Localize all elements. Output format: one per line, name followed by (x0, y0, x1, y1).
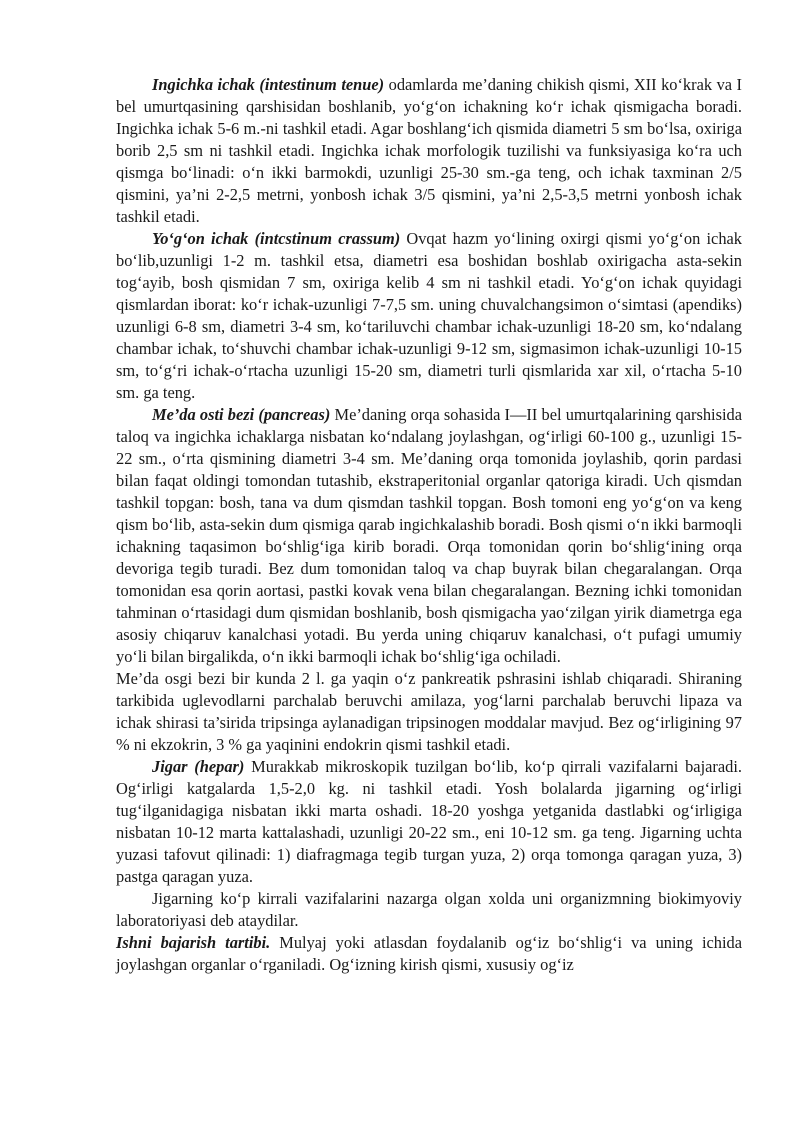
paragraph-pancreatic-juice (116, 668, 742, 756)
paragraph-large-intestine (116, 228, 742, 404)
term-liver: Jigar (hepar) (152, 757, 245, 776)
paragraph-text: Murakkab mikroskopik tuzilgan bo‘lib, ko‘p qirrali vazifalarni bajaradi. Og‘irligi katgalarda 1,5-2,0 kg. ni tashkil etadi. Yosh bolalarda jigarning og‘irligi tug‘ilganidagiga nisbatan ikki marta oshadi. 18-20 yoshga yetganida dastlabki og‘irligiga nisbatan 10-12 marta kattalashadi, uzunligi 20-22 sm., eni 10-12 sm. ga teng. Jigarning uchta yuzasi tafovut qilinadi: 1) diafragmaga tegib turgan yuza, 2) orqa tomonga qaragan yuza, 3) pastga qaragan yuza. (116, 757, 742, 886)
paragraph-text: Jigarning ko‘p kirrali vazifalarini nazarga olgan xolda uni organizmning biokimyoviy laboratoriyasi deb ataydilar. (116, 889, 742, 930)
paragraph-work-procedure (116, 932, 742, 976)
document-page (116, 74, 742, 976)
paragraph-text: Me’da osgi bezi bir kunda 2 l. ga yaqin o‘z pankreatik pshrasini ishlab chiqaradi. Shiraning tarkibida uglevodlarni parchalab beruvchi amilaza, yog‘larni parchalab beruvchi lipaza va ichak shirasi ta’sirida tripsinga aylanadigan tripsinogen moddalar mavjud. Bez og‘irligining 97 % ni ekzokrin, 3 % ga yaqinini endokrin qismi tashkil etadi. (116, 669, 742, 754)
paragraph-pancreas (116, 404, 742, 668)
paragraph-small-intestine (116, 74, 742, 228)
term-small-intestine: Ingichka ichak (intestinum tenue) (152, 75, 385, 94)
term-work-procedure: Ishni bajarish tartibi. (116, 933, 271, 952)
paragraph-text: Mulyaj yoki atlasdan foydalanib og‘iz bo‘shlig‘i va uning ichida joylashgan organlar o‘rganiladi. Og‘izning kirish qismi, xususiy og‘iz (116, 933, 743, 974)
paragraph-liver (116, 756, 742, 888)
paragraph-text: Ovqat hazm yo‘lining oxirgi qismi yo‘g‘on ichak bo‘lib,uzunligi 1-2 m. tashkil etsa, diametri esa boshidan boshlab oxirigacha asta-sekin tog‘ayib, bosh qismidan 7 sm, oxiriga kelib 4 sm ni tashkil etadi. Yo‘g‘on ichak quyidagi qismlardan iborat: ko‘r ichak-uzunligi 7-7,5 sm. uning chuvalchangsimon o‘simtasi (apendiks) uzunligi 6-8 sm, diametri 3-4 sm, ko‘tariluvchi chambar ichak-uzunligi 18-20 sm, ko‘ndalang chambar ichak, to‘shuvchi chambar ichak-uzunligi 9-12 sm, sigmasimon ichak-uzunligi 10-15 sm, to‘g‘ri ichak-o‘rtacha uzunligi 15-20 sm, diametri turli qismlarida xar xil, o‘rtacha 5-10 sm. ga teng. (116, 229, 742, 402)
paragraph-text: odamlarda me’daning chikish qismi, XII ko‘krak va I bel umurtqasining qarshisidan boshlanib, yo‘g‘on ichakning ko‘r ichak qismigacha boradi. Ingichka ichak 5-6 m.-ni tashkil etadi. Agar boshlang‘ich qismida diametri 5 sm bo‘lsa, oxiriga borib 2,5 sm ni tashkil etadi. Ingichka ichak morfologik tuzilishi va funksiyasiga ko‘ra uch qismga bo‘linadi: o‘n ikki barmokdi, uzunligi 25-30 sm.-ga teng, och ichak taxminan 2/5 qismini, ya’ni 2-2,5 metrni, yonbosh ichak 3/5 qismini, ya’ni 2,5-3,5 metrni yonbosh ichak tashkil etadi. (116, 75, 743, 226)
paragraph-text: Me’daning orqa sohasida I—II bel umurtqalarining qarshisida taloq va ingichka ichaklarga nisbatan ko‘ndalang joylashgan, og‘irligi 60-100 g., uzunligi 15-22 sm., o‘rta qismining diametri 3-4 sm. Me’daning orqa tomonida joylashib, qorin pardasi bilan faqat oldingi tomondan tutashib, ekstraperitonial organlar qatoriga kiradi. Uch qismdan tashkil topgan: bosh, tana va dum qismdan tashkil topgan. Bosh tomoni eng yo‘g‘on va keng qism bo‘lib, asta-sekin dum qismiga qarab ingichkalashib boradi. Bosh qismi o‘n ikki barmoqli ichakning taqasimon bo‘shlig‘iga kirib boradi. Orqa tomonidan qorin bo‘shlig‘ining orqa devoriga tegib turadi. Bez dum tomonidan taloq va chap buyrak bilan chegaralangan. Orqa tomonidan esa qorin aortasi, pastki kovak vena bilan chegaralangan. Bezning ichki tomonidan tahminan o‘rtasidagi dum qismidan boshlanib, bosh qismigacha yao‘zilgan yirik diametrga ega asosiy chiqaruv kanalchasi yotadi. Bu yerda uning chiqaruv kanalchasi, o‘t pufagi umumiy yo‘li bilan birgalikda, o‘n ikki barmoqli ichak bo‘shlig‘iga ochiladi. (116, 405, 742, 666)
term-large-intestine: Yo‘g‘on ichak (intcstinum crassum) (152, 229, 401, 248)
term-pancreas: Me’da osti bezi (pancreas) (152, 405, 331, 424)
paragraph-liver-functions (116, 888, 742, 932)
